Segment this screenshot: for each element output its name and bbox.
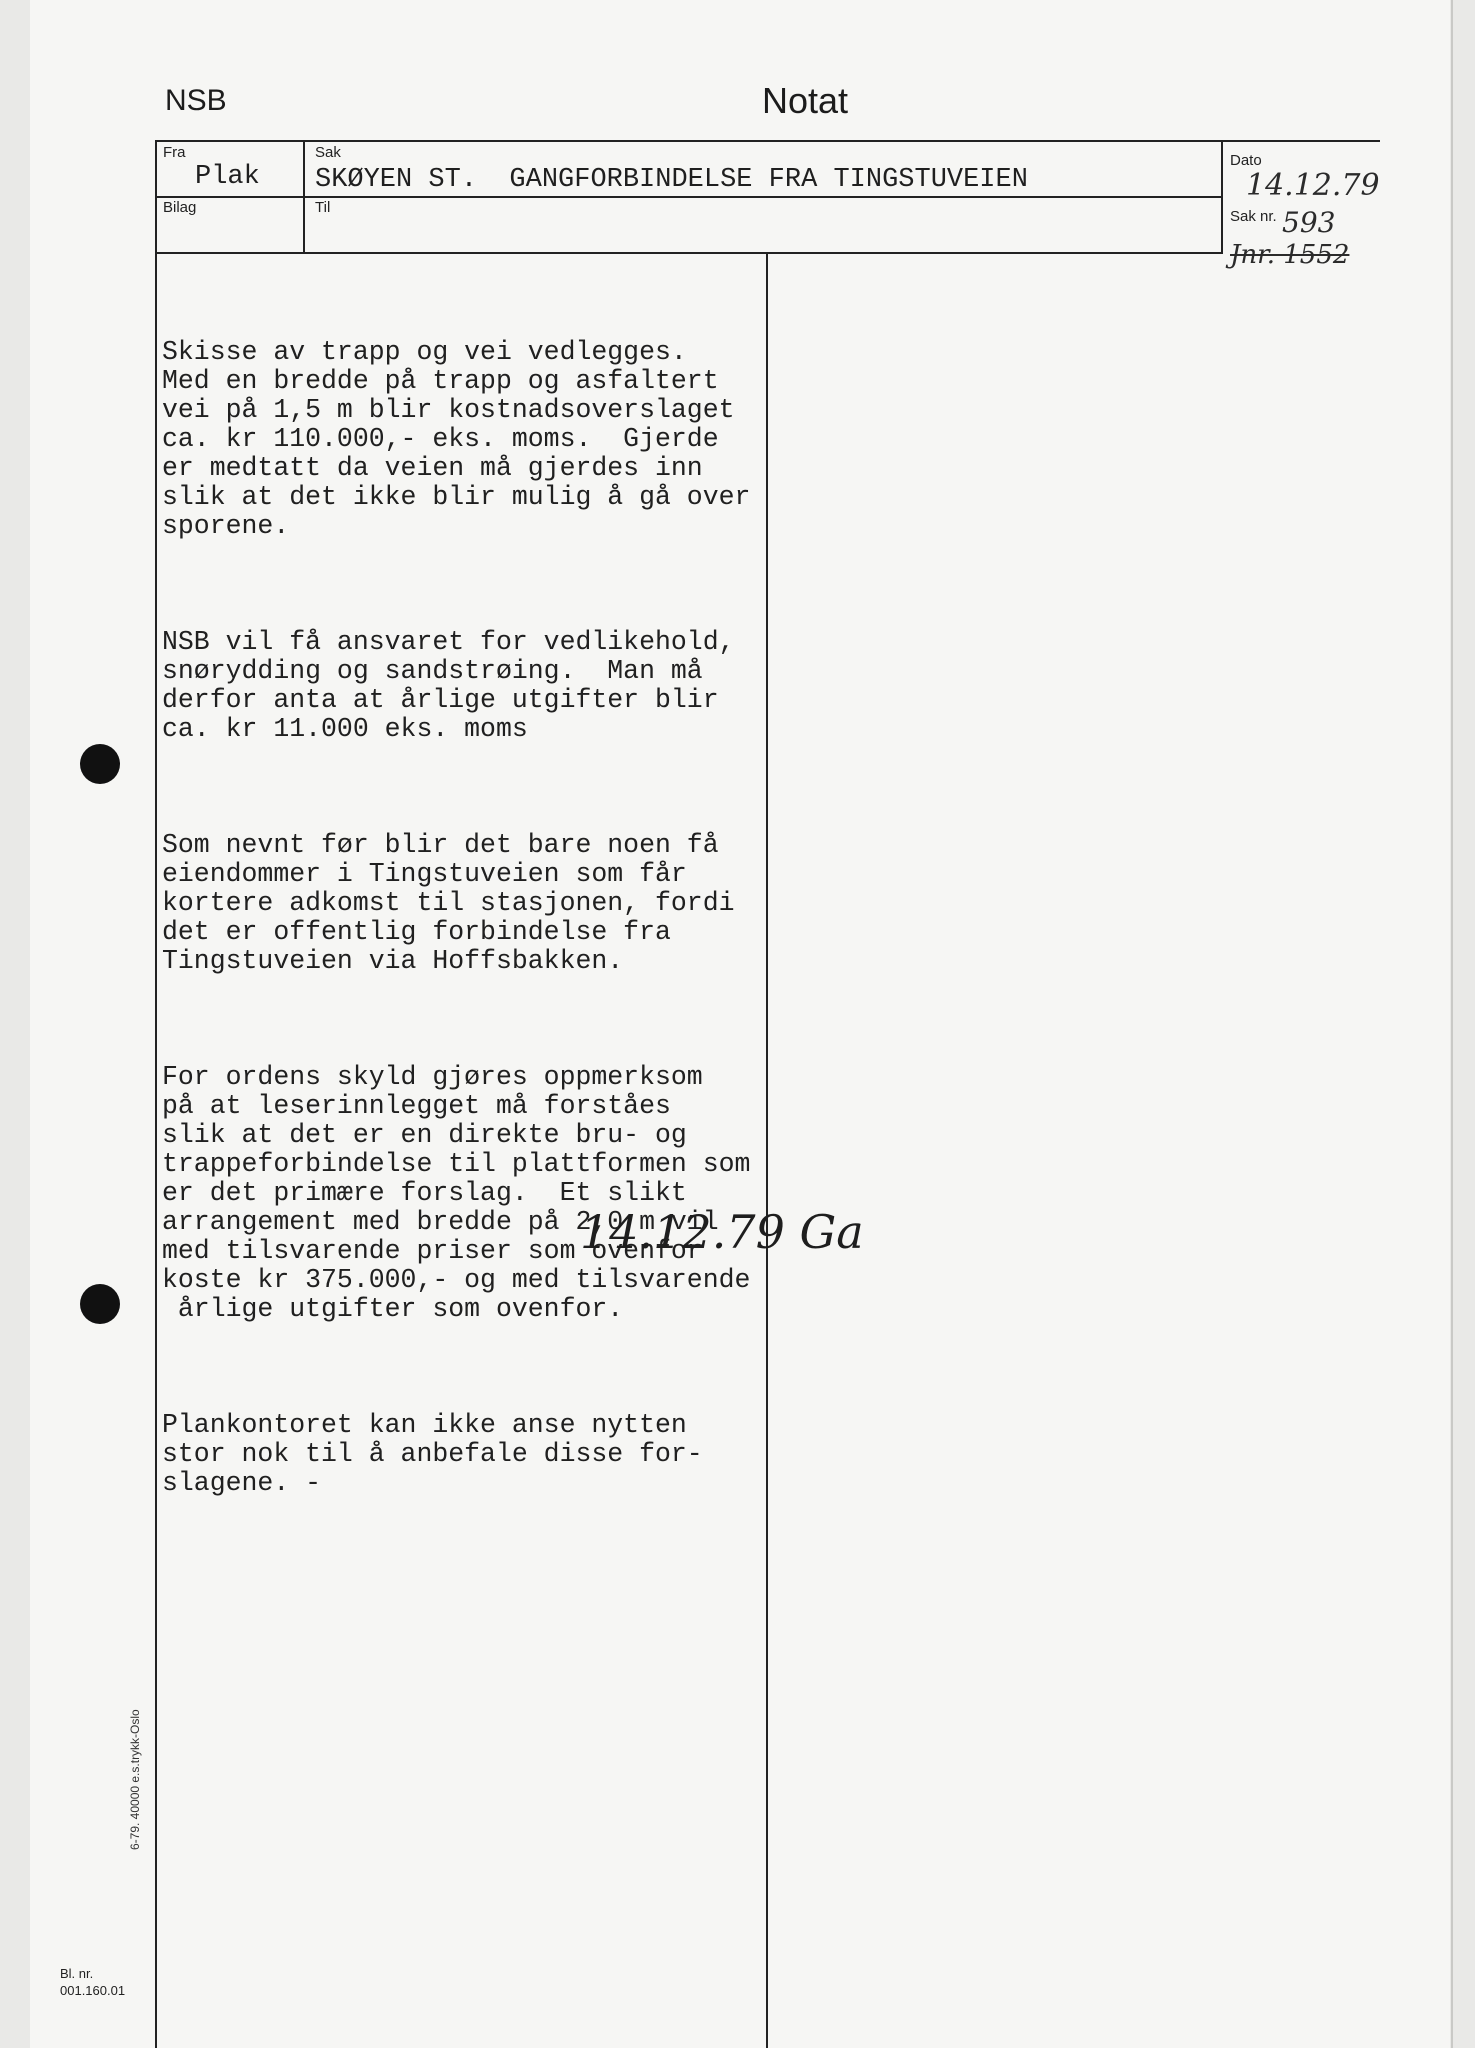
paragraph-5: Plankontoret kan ikke anse nytten stor nok til å anbefale disse for- slagene. - xyxy=(162,1410,703,1498)
document-title: Notat xyxy=(762,80,849,121)
fra-value: Plak xyxy=(195,162,260,192)
fra-label: Fra xyxy=(163,144,186,161)
print-info: 6-79. 40000 e.s.trykk-Oslo xyxy=(128,1709,142,1850)
memo-body xyxy=(162,280,802,1556)
form-number-value: 001.160.01 xyxy=(60,1983,126,1998)
form-number xyxy=(60,1965,125,1999)
saknr-value: 593 xyxy=(1282,206,1336,239)
saknr-label: Sak nr. xyxy=(1230,208,1277,225)
punch-hole-bottom xyxy=(80,1284,120,1324)
punch-hole-top xyxy=(80,744,120,784)
til-label: Til xyxy=(315,199,331,216)
signature: 14.12.79 Ga xyxy=(580,1205,864,1259)
dato-label: Dato xyxy=(1230,152,1262,169)
form-number-label: Bl. nr. xyxy=(60,1966,94,1981)
paragraph-2: NSB vil få ansvaret for vedlikehold, snørydding og sandstrøing. Man må derfor anta at årlige utgifter blir ca. kr 11.000 eks. moms xyxy=(162,627,735,744)
form-divider-1 xyxy=(303,140,305,253)
paragraph-4: For ordens skyld gjøres oppmerksom på at leserinnlegget må forståes slik at det er en direkte bru- og trappeforbindelse til plattformen som er det primære forslag. Et slikt arrangement med bredde på 2,0 m vil med tilsvarende priser som ovenfor koste kr 375.000,- og med tilsvarende årlige utgifter som ovenfor. xyxy=(162,1062,751,1324)
form-border-top xyxy=(155,140,1380,142)
form-border-mid xyxy=(155,196,1223,198)
bilag-label: Bilag xyxy=(163,199,197,216)
form-border-bottom xyxy=(155,252,1223,254)
jnr-value: Jnr. 1552 xyxy=(1230,240,1350,270)
left-margin-rule xyxy=(155,253,157,2048)
sak-value: SKØYEN ST. GANGFORBINDELSE FRA TINGSTUVEIEN xyxy=(315,165,1028,195)
page-edge xyxy=(1451,0,1453,2048)
organization-name: NSB xyxy=(165,84,227,117)
sak-label: Sak xyxy=(315,144,341,161)
paragraph-3: Som nevnt før blir det bare noen få eiendommer i Tingstuveien som får kortere adkomst til stasjonen, fordi det er offentlig forbindelse fra Tingstuveien via Hoffsbakken. xyxy=(162,830,735,976)
form-divider-2 xyxy=(1221,140,1223,253)
paragraph-1: Skisse av trapp og vei vedlegges. Med en bredde på trapp og asfaltert vei på 1,5 m blir kostnadsoverslaget ca. kr 110.000,- eks. moms. Gjerde er medtatt da veien må gjerdes inn slik at det ikke blir mulig å gå over sporene. xyxy=(162,337,751,541)
dato-value: 14.12.79 xyxy=(1246,168,1380,203)
